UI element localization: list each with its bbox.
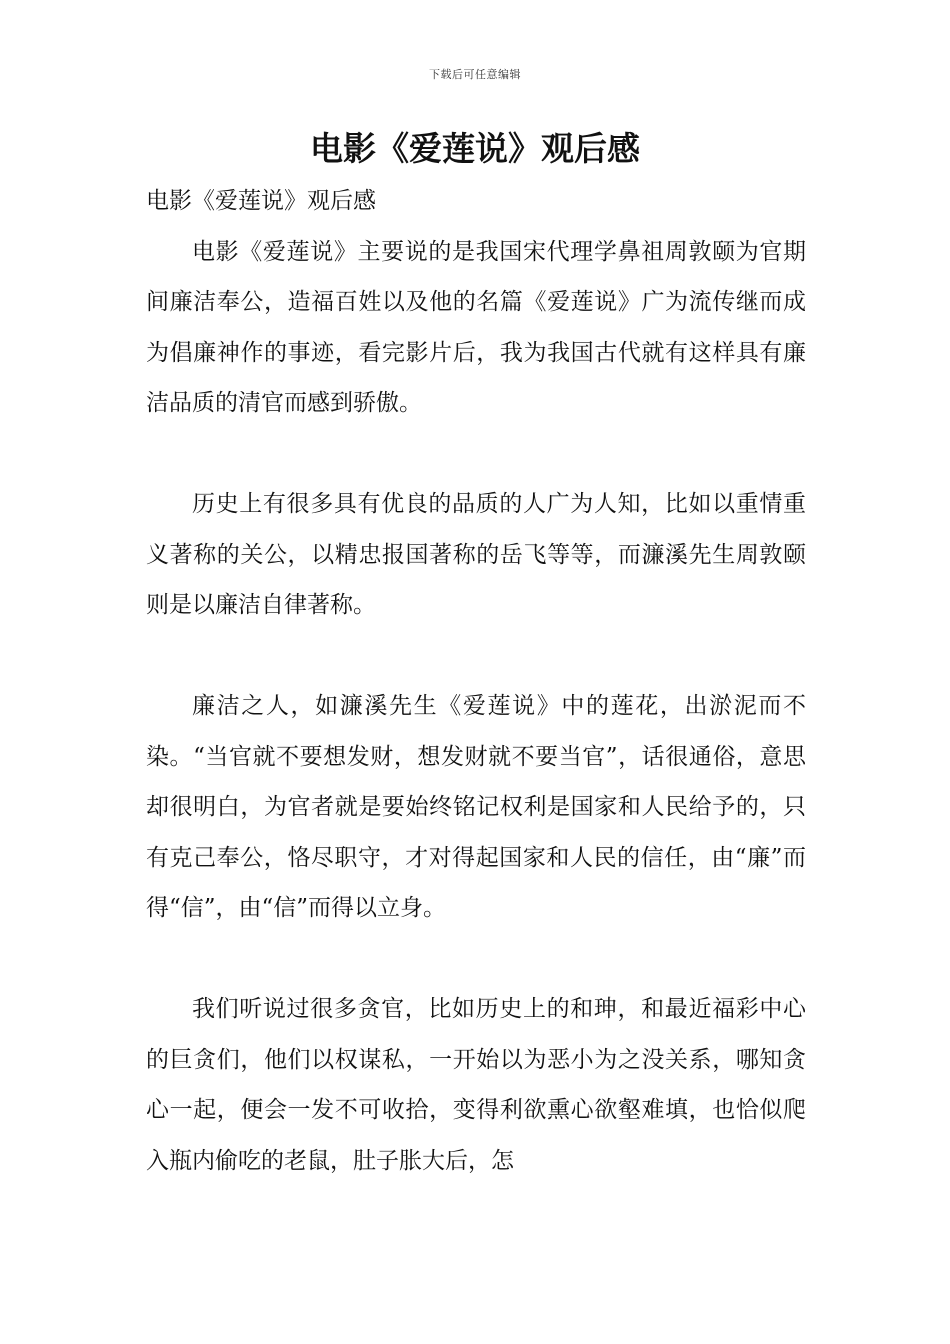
- document-subtitle: 电影《爱莲说》观后感: [146, 188, 376, 214]
- paragraph-1: 电影《爱莲说》主要说的是我国宋代理学鼻祖周敦颐为官期间廉洁奉公，造福百姓以及他的名篇《爱莲说》广为流传继而成为倡廉神作的事迹，看完影片后，我为我国古代就有这样具有廉洁品质的清官而感到骄傲。: [146, 238, 806, 416]
- paragraph-3: 廉洁之人，如濂溪先生《爱莲说》中的莲花，出淤泥而不染。“当官就不要想发财，想发财就不要当官”，话很通俗，意思却很明白，为官者就是要始终铭记权利是国家和人民给予的，只有克己奉公，恪尽职守，才对得起国家和人民的信任，由“廉”而得“信”，由“信”而得以立身。: [146, 693, 806, 921]
- paragraph-4: 我们听说过很多贪官，比如历史上的和珅，和最近福彩中心的巨贪们，他们以权谋私，一开始以为恶小为之没关系，哪知贪心一起，便会一发不可收拾，变得利欲熏心欲壑难填，也恰似爬入瓶内偷吃的老鼠，肚子胀大后，怎: [146, 996, 806, 1174]
- paragraph-spacer: [146, 429, 806, 480]
- paragraph-2: 历史上有很多具有优良的品质的人广为人知，比如以重情重义著称的关公，以精忠报国著称的岳飞等等，而濂溪先生周敦颐则是以廉洁自律著称。: [146, 491, 806, 618]
- paragraph-spacer: [146, 631, 806, 682]
- header-note: 下载后可任意编辑: [429, 68, 521, 81]
- document-body: [146, 176, 806, 1186]
- document-title: 电影《爱莲说》观后感: [310, 129, 640, 168]
- paragraph-spacer: [146, 934, 806, 985]
